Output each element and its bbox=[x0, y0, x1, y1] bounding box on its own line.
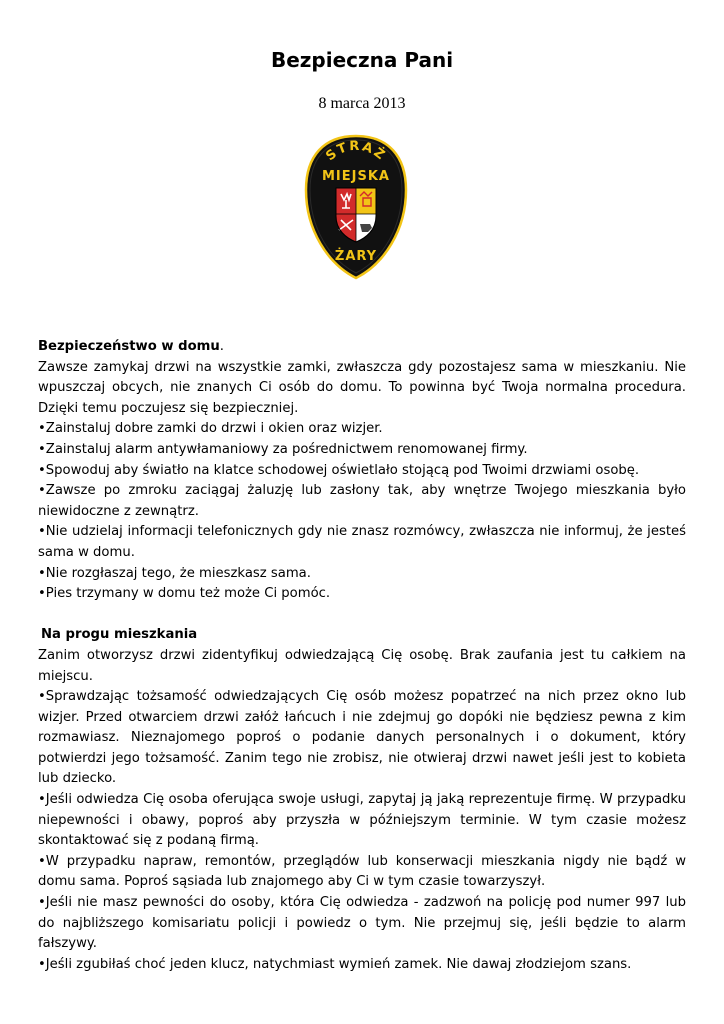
list-item: •Jeśli nie masz pewności do osoby, która Cię odwiedza - zadzwoń na policję pod numer 997 lub do najbliższego komisariatu policji i powiedz o tym. Nie przejmuj się, jeśli będzie to alarm fałszywy. bbox=[38, 895, 686, 952]
list-item: •Zainstaluj alarm antywłamaniowy za pośrednictwem renomowanej firmy. bbox=[38, 441, 528, 457]
badge-middle-text: MIEJSKA bbox=[322, 169, 390, 184]
section-spacer bbox=[38, 605, 686, 626]
paragraph: Zanim otworzysz drzwi zidentyfikuj odwiedzającą Cię osobę. Brak zaufania jest tu całkiem na miejscu. bbox=[38, 647, 686, 684]
list-item: •Nie udzielaj informacji telefonicznych gdy nie znasz rozmówcy, zwłaszcza nie informuj, że jesteś sama w domu. bbox=[38, 524, 686, 560]
straz-miejska-zary-badge-logo bbox=[302, 132, 410, 282]
paragraph: Zawsze zamykaj drzwi na wszystkie zamki, zwłaszcza gdy pozostajesz sama w mieszkaniu. Nie wpuszczaj obcych, nie znanych Ci osób do domu. To powinna być Twoja normalna procedura. Dzięki temu poczujesz się bezpieczniej. bbox=[38, 359, 686, 416]
list-item: •Pies trzymany w domu też może Ci pomóc. bbox=[38, 586, 331, 602]
badge-bottom-text: ŻARY bbox=[334, 249, 378, 264]
section-heading-home-safety: Bezpieczeństwo w domu. bbox=[38, 339, 224, 354]
badge-top-text: STRAŻ bbox=[323, 138, 389, 165]
list-item: •Zawsze po zmroku zaciągaj żaluzję lub zasłony tak, aby wnętrze Twojego mieszkania było niewidoczne z zewnątrz. bbox=[38, 483, 686, 519]
list-item: •Sprawdzając tożsamość odwiedzających Cię osób możesz popatrzeć na nich przez okno lub wizjer. Przed otwarciem drzwi załóż łańcuch i nie zdejmuj go dopóki nie będziesz pewna z kim rozmawiasz. Nieznajomego poproś o podanie danych personalnych i o dokument, który potwierdzi jego tożsamość. Zanim tego nie zrobisz, nie otwieraj drzwi nawet jeśli jest to kobieta lub dziecko. bbox=[38, 689, 686, 787]
document-body bbox=[38, 337, 686, 975]
document-title: Bezpieczna Pani bbox=[270, 48, 454, 72]
list-item: •Jeśli odwiedza Cię osoba oferująca swoje usługi, zapytaj ją jaką reprezentuje firmę. W przypadku niepewności i obawy, poproś aby przyszła w późniejszym terminie. W tym czasie możesz skontaktować się z podaną firmą. bbox=[38, 792, 686, 849]
document-date: 8 marca 2013 bbox=[318, 95, 406, 112]
list-item: •Spowoduj aby światło na klatce schodowej oświetlało stojącą pod Twoimi drzwiami osobę. bbox=[38, 462, 640, 478]
list-item: •Zainstaluj dobre zamki do drzwi i okien oraz wizjer. bbox=[38, 421, 383, 437]
section-heading-doorstep: Na progu mieszkania bbox=[41, 627, 198, 643]
list-item: •Jeśli zgubiłaś choć jeden klucz, natychmiast wymień zamek. Nie dawaj złodziejom szans. bbox=[38, 956, 632, 972]
list-item: •Nie rozgłaszaj tego, że mieszkasz sama. bbox=[38, 565, 311, 581]
list-item: •W przypadku napraw, remontów, przeglądów lub konserwacji mieszkania nigdy nie bądź w domu sama. Poproś sąsiada lub znajomego aby Ci w tym czasie towarzyszył. bbox=[38, 853, 686, 890]
